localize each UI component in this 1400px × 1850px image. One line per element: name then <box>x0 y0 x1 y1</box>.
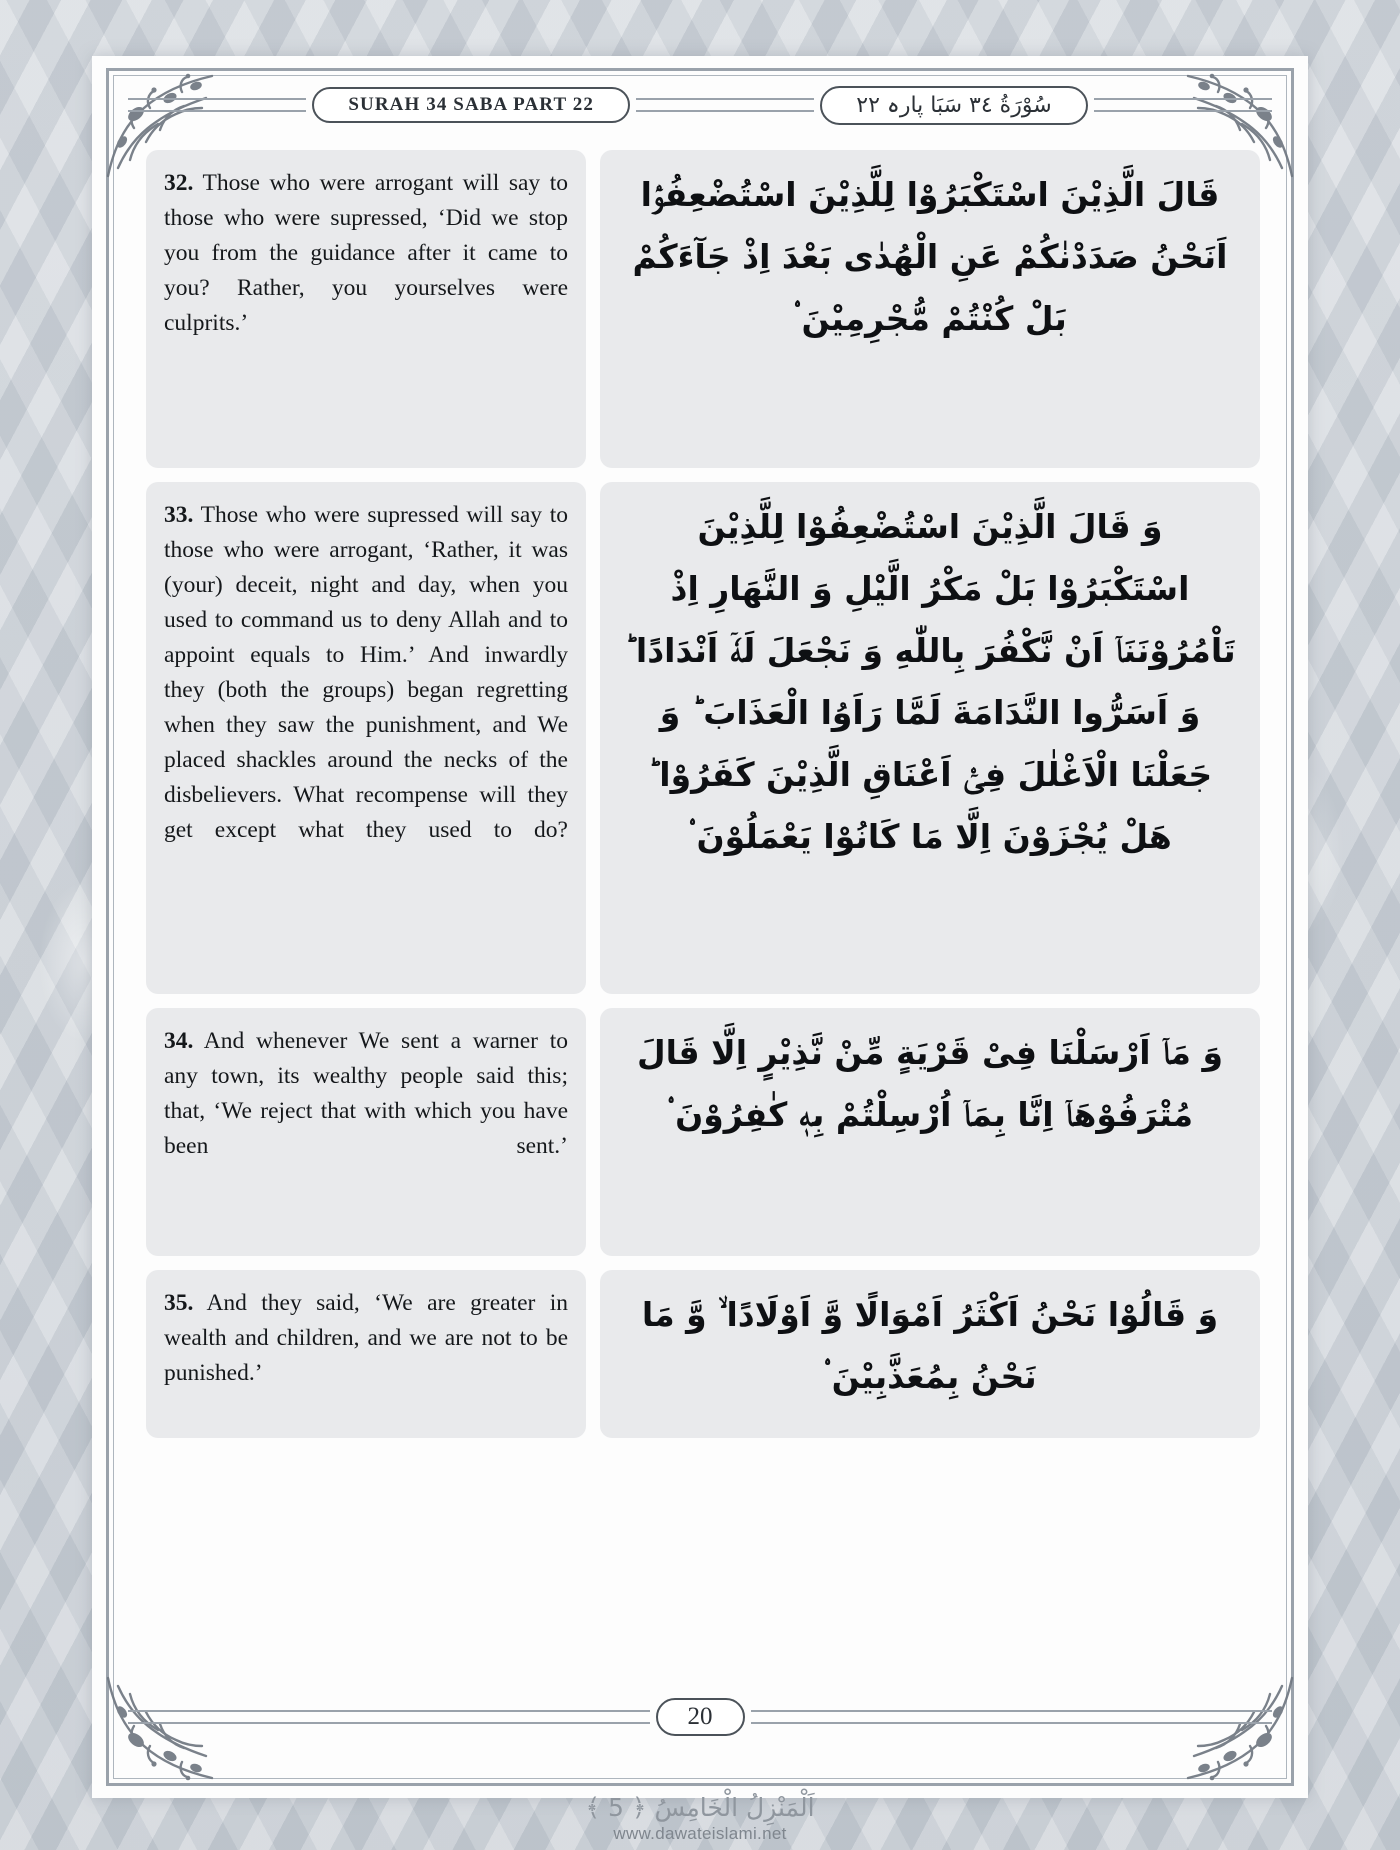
verse-number-34: 34. <box>164 1028 194 1054</box>
verse-text-english-32: Those who were arrogant will say to those who were supressed, ‘Did we stop you from the guidance after it came to you? Rather, you yourselves were culprits.’ <box>164 170 568 336</box>
footer-rule-right <box>751 1710 1273 1724</box>
surah-title-english: SURAH 34 SABA PART 22 <box>348 94 594 115</box>
manzil-label: اَلْمَنْزِلُ الْخَامِسُ ﴿ 5 ﴾ <box>585 1793 815 1822</box>
verse-columns <box>146 150 1260 1678</box>
verse-block-arabic-34: وَ مَاۤ اَرْسَلْنَا فِیْ قَرْيَةٍ مِّنْ نَّذِيْرٍ اِلَّا قَالَ مُتْرَفُوْهَاۤ اِنَّا بِمَاۤ اُرْسِلْتُمْ بِهٖ كٰفِرُوْنَ ۟ <box>600 1008 1260 1256</box>
arabic-text-column <box>600 150 1260 1678</box>
verse-block-english-32 <box>146 150 586 468</box>
surah-title-arabic: سُوْرَةُ ٣٤ سَبَا پارہ ٢٢ <box>856 92 1052 118</box>
verse-block-arabic-32: قَالَ الَّذِيْنَ اسْتَكْبَرُوْا لِلَّذِيْنَ اسْتُضْعِفُوْۤا اَنَحْنُ صَدَدْنٰكُمْ عَنِ الْهُدٰى بَعْدَ اِذْ جَآءَكُمْ بَلْ كُنْتُمْ مُّجْرِمِيْنَ ۟ <box>600 150 1260 468</box>
verse-block-english-35 <box>146 1270 586 1438</box>
surah-title-pill-english <box>312 87 630 123</box>
page-footer-text <box>0 1793 1400 1844</box>
verse-number-35: 35. <box>164 1290 194 1316</box>
verse-block-english-34 <box>146 1008 586 1256</box>
verse-text-english-33: Those who were supressed will say to those who were arrogant, ‘Rather, it was (your) deceit, night and day, when you used to command us to deny Allah and to appoint equals to Him.’ And inwardly they (both the groups) began regretting when they saw the punishment, and We placed shackles around the necks of the disbelievers. What recompense will they get except what they used to do? <box>164 502 568 843</box>
verse-text-english-35: And they said, ‘We are greater in wealth and children, and we are not to be punished.’ <box>164 1290 568 1386</box>
quran-page-sheet <box>92 56 1308 1798</box>
verse-text-english-34: And whenever We sent a warner to any town, its wealthy people said this; that, ‘We reject that with which you have been sent.’ <box>164 1028 568 1159</box>
header-rule-left <box>128 98 306 112</box>
verse-number-32: 32. <box>164 170 194 196</box>
english-translation-column <box>146 150 586 1678</box>
footer-rule-left <box>128 1710 650 1724</box>
verse-number-33: 33. <box>164 502 194 528</box>
website-url: www.dawateislami.net <box>613 1824 787 1843</box>
header-rule-center <box>636 98 814 112</box>
header-rule-right <box>1094 98 1272 112</box>
surah-title-pill-arabic <box>820 86 1087 125</box>
page-number: 20 <box>656 1698 745 1736</box>
verse-block-arabic-33: وَ قَالَ الَّذِيْنَ اسْتُضْعِفُوْا لِلَّذِيْنَ اسْتَكْبَرُوْا بَلْ مَكْرُ الَّيْلِ وَ النَّهَارِ اِذْ تَاْمُرُوْنَنَاۤ اَنْ نَّكْفُرَ بِاللّٰهِ وَ نَجْعَلَ لَهٗۤ اَنْدَادًا ؕ وَ اَسَرُّوا النَّدَامَةَ لَمَّا رَاَوُا الْعَذَابَ ؕ وَ جَعَلْنَا الْاَغْلٰلَ فِیْۤ اَعْنَاقِ الَّذِيْنَ كَفَرُوْا ؕ هَلْ يُجْزَوْنَ اِلَّا مَا كَانُوْا يَعْمَلُوْنَ ۟ <box>600 482 1260 994</box>
verse-block-arabic-35: وَ قَالُوْا نَحْنُ اَكْثَرُ اَمْوَالًا وَّ اَوْلَادًا ۙ وَّ مَا نَحْنُ بِمُعَذَّبِيْنَ ۟ <box>600 1270 1260 1438</box>
verse-block-english-33 <box>146 482 586 994</box>
page-footer <box>128 1694 1272 1740</box>
page-header <box>128 78 1272 132</box>
